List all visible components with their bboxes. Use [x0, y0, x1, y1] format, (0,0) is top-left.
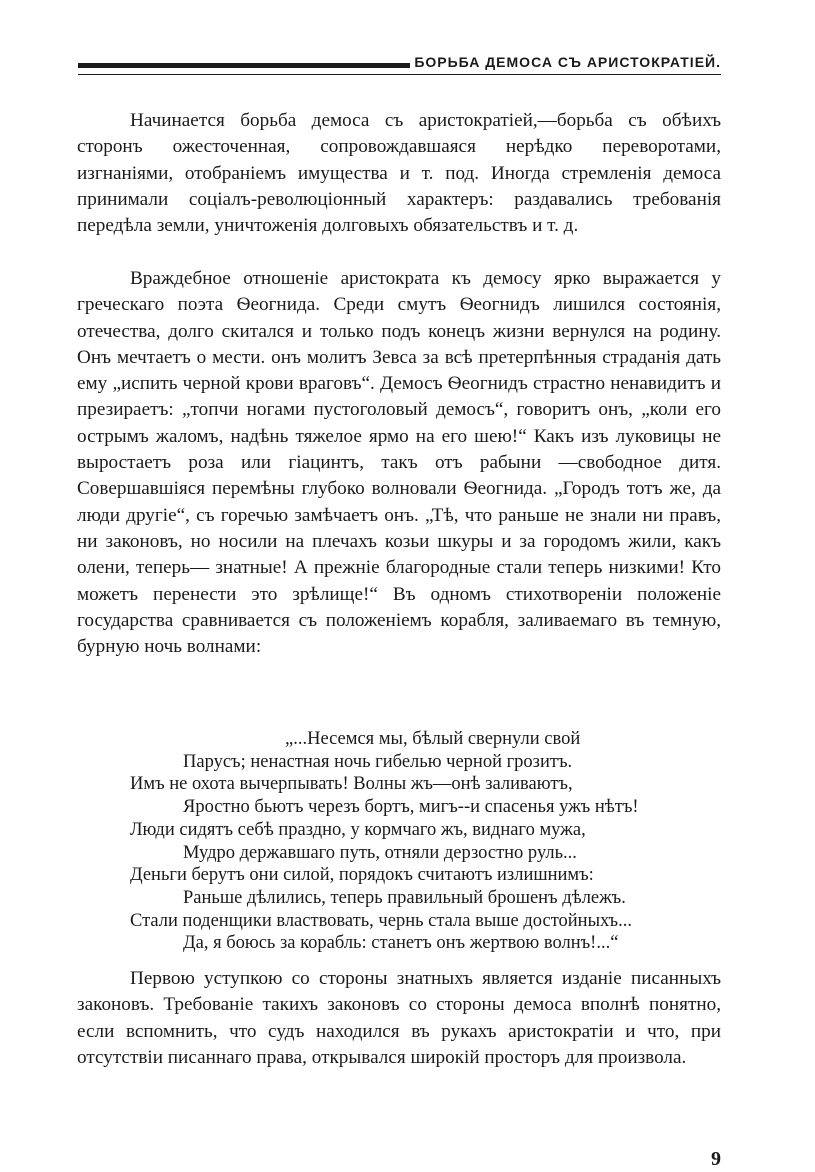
header-underline [78, 74, 721, 75]
paragraph-2: Враждебное отношеніе аристократа къ демосу ярко выражается у греческаго поэта Ѳеогнида. Среди смутъ Ѳеогнидъ лишился состоянія, отечества, долго скитался и только подъ конецъ жизни вернулся на родину. Онъ мечтаетъ о мести. онъ молитъ Зевса за всѣ претерпѣнныя страданія дать ему „испить черной крови враговъ“. Демосъ Ѳеогнидъ страстно ненавидитъ и презираетъ: „топчи ногами пустоголовый демосъ“, говоритъ онъ, „коли его острымъ жаломъ, надѣнь тяжелое ярмо на его шею!“ Какъ изъ луковицы не выростаетъ роза или гіацинтъ, такъ отъ рабыни —свободное дитя. Совершавшіяся перемѣны глубоко волновали Ѳеогнида. „Городъ тотъ же, да люди другіе“, съ горечью замѣчаетъ онъ. „Тѣ, что раньше не знали ни правъ, ни законовъ, но носили на плечахъ козьи шкуры и за городомъ жили, какъ олени, теперь— знатные! А прежніе благородные стали теперь низкими! Кто можетъ перенести это зрѣлище!“ Въ одномъ стихотвореніи положеніе государства сравнивается съ положеніемъ корабля, заливаемаго въ темную, бурную ночь волнами: [77, 268, 721, 658]
running-header [78, 50, 721, 80]
header-rule [78, 63, 410, 68]
poem-line: Яростно бьютъ черезъ бортъ, мигъ--и спасенья ужъ нѣтъ! [183, 797, 639, 818]
poem-line: Да, я боюсь за корабль: станетъ онъ жертвою волнъ!...“ [183, 933, 619, 954]
poem-line: Имъ не охота вычерпывать! Волны жъ—онѣ заливаютъ, [130, 774, 573, 795]
poem-line: Деньги берутъ они силой, порядокъ считаютъ излишнимъ: [130, 865, 594, 886]
poem-line: Стали поденщики властвовать, чернь стала выше достойныхъ... [130, 910, 633, 931]
poem-line: „...Несемся мы, бѣлый свернули свой [285, 729, 581, 749]
poem-line: Мудро державшаго путь, отняли дерзостно руль... [183, 842, 577, 863]
paragraph-1: Начинается борьба демоса съ аристократіей,—борьба съ обѣихъ сторонъ ожесточенная, сопровождавшаяся нерѣдко переворотами, изгнаніями, отобраніемъ имущества и т. под. Иногда стремленія демоса принимали соціалъ-революціонный характеръ: раздавались требованія передѣла земли, уничтоженія долговыхъ обязательствъ и т. д. [77, 110, 721, 237]
page-number: 9 [711, 1148, 721, 1170]
poem-line: Раньше дѣлились, теперь правильный брошенъ дѣлежъ. [183, 887, 626, 908]
poem-line: Парусъ; ненастная ночь гибелью черной грозитъ. [183, 751, 573, 772]
paragraph-3: Первою уступкою со стороны знатныхъ является изданіе писанныхъ законовъ. Требованіе такихъ законовъ со стороны демоса вполнѣ понятно, если вспомнить, что судъ находился въ рукахъ аристократіи и что, при отсутствіи писаннаго права, открывался широкій просторъ для произвола. [77, 968, 721, 1068]
poem-line: Люди сидятъ себѣ праздно, у кормчаго жъ, виднаго мужа, [130, 819, 586, 840]
running-header-title: БОРЬБА ДЕМОСА СЪ АРИСТОКРАТІЕЙ. [414, 54, 721, 70]
poem-quote [130, 728, 730, 955]
